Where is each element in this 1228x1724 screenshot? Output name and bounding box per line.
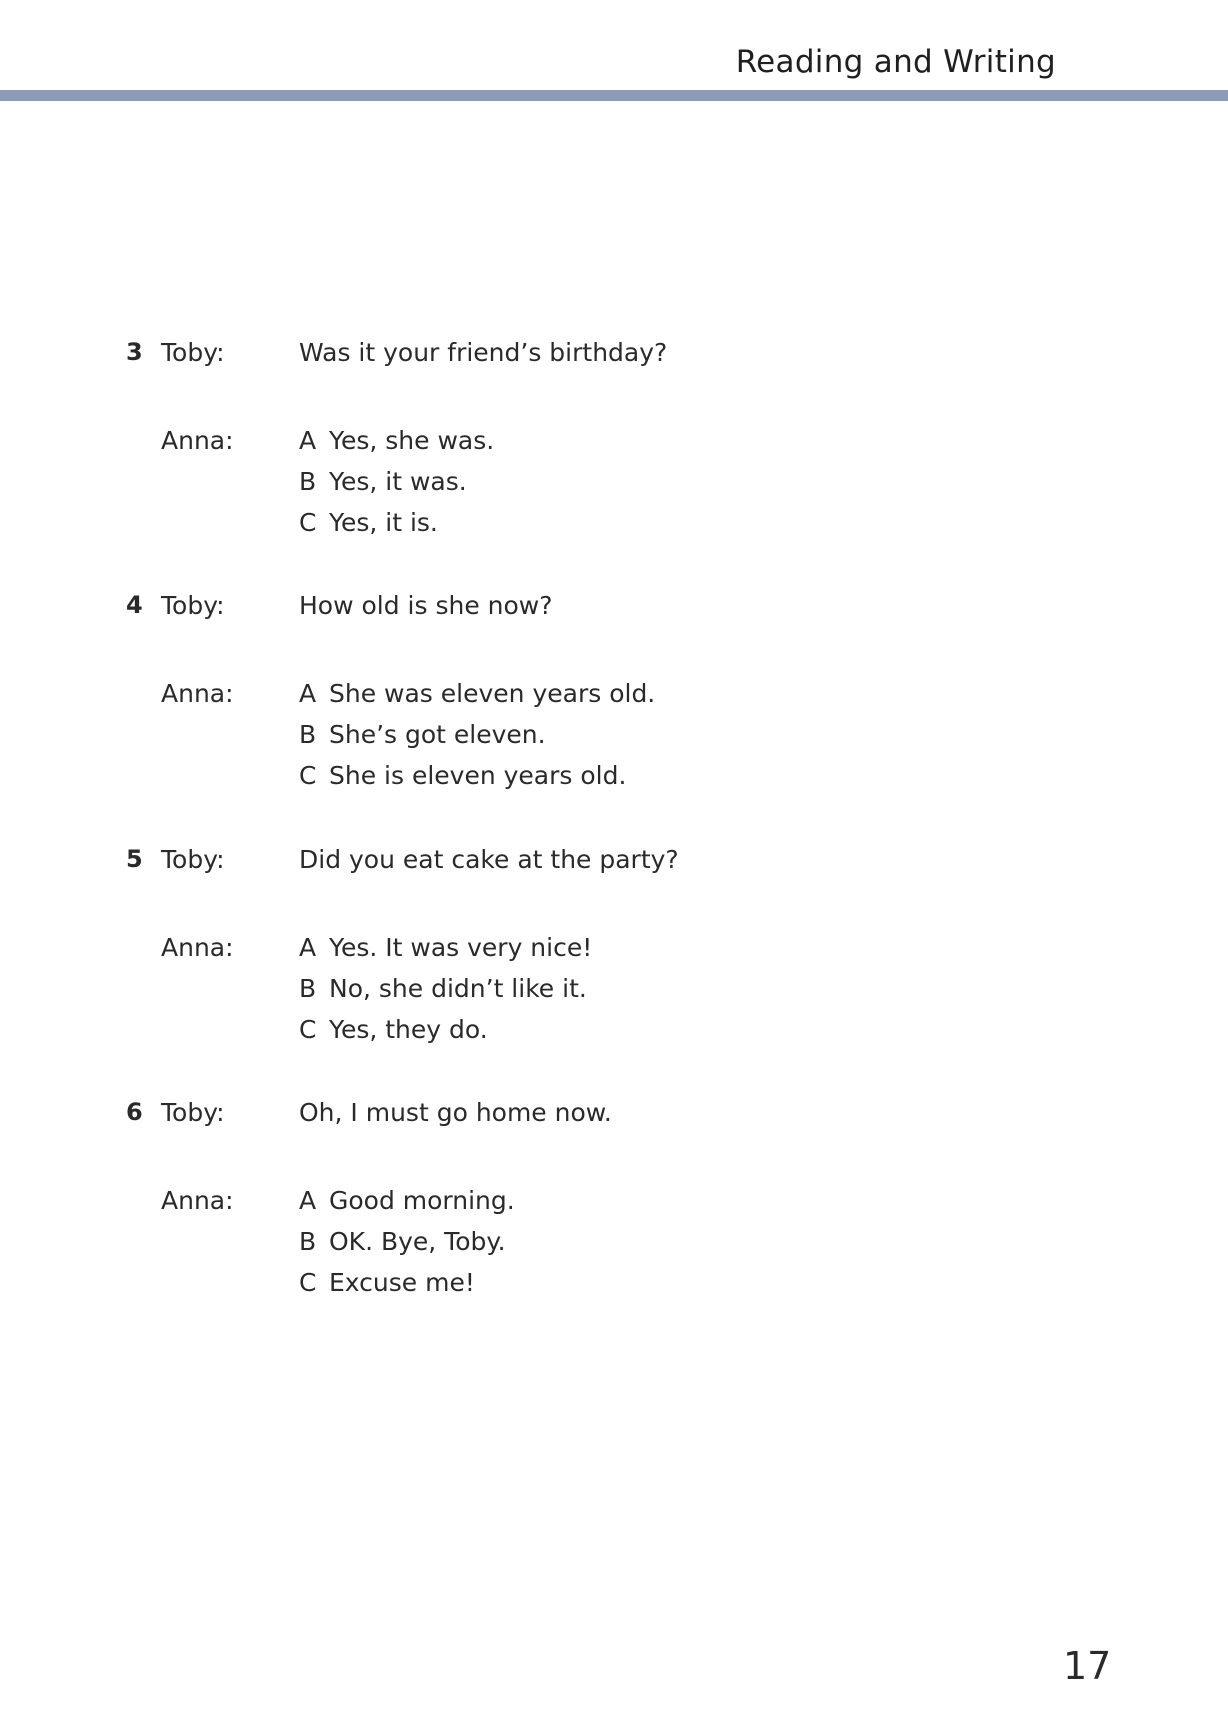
option-c [299,1015,488,1044]
option-letter: B [299,1227,317,1256]
option-a [299,679,655,708]
speaker-anna: Anna: [161,1186,234,1215]
option-letter: A [299,1186,317,1215]
option-letter: A [299,426,317,455]
option-letter: C [299,761,317,790]
page-number: 17 [1063,1644,1112,1688]
speaker-toby: Toby: [161,591,225,620]
option-c [299,1268,475,1297]
header-divider [0,90,1228,101]
option-letter: B [299,467,317,496]
option-letter: A [299,933,317,962]
question-prompt: Oh, I must go home now. [299,1098,612,1127]
section-title: Reading and Writing [735,44,1056,80]
option-text: Yes, it is. [329,508,438,537]
question-number: 4 [126,591,143,619]
option-text: OK. Bye, Toby. [329,1227,506,1256]
speaker-toby: Toby: [161,338,225,367]
option-text: Excuse me! [329,1268,475,1297]
option-text: No, she didn’t like it. [329,974,587,1003]
question-prompt: Was it your friend’s birthday? [299,338,668,367]
option-text: Yes, it was. [329,467,467,496]
question-number: 3 [126,338,143,366]
option-a [299,1186,515,1215]
speaker-anna: Anna: [161,933,234,962]
question-number: 6 [126,1098,143,1126]
question-prompt: Did you eat cake at the party? [299,845,679,874]
option-letter: C [299,508,317,537]
option-b [299,720,546,749]
option-text: She was eleven years old. [329,679,656,708]
option-text: She’s got eleven. [329,720,546,749]
speaker-toby: Toby: [161,845,225,874]
speaker-anna: Anna: [161,679,234,708]
option-letter: C [299,1015,317,1044]
option-text: Yes, they do. [329,1015,488,1044]
option-letter: C [299,1268,317,1297]
option-b [299,467,467,496]
option-c [299,508,438,537]
option-letter: B [299,974,317,1003]
option-text: Yes, she was. [329,426,495,455]
option-letter: B [299,720,317,749]
option-letter: A [299,679,317,708]
option-text: Yes. It was very nice! [329,933,593,962]
option-text: She is eleven years old. [329,761,627,790]
option-b [299,974,587,1003]
question-number: 5 [126,845,143,873]
option-a [299,933,592,962]
option-b [299,1227,506,1256]
option-text: Good morning. [329,1186,515,1215]
option-a [299,426,494,455]
speaker-toby: Toby: [161,1098,225,1127]
speaker-anna: Anna: [161,426,234,455]
option-c [299,761,626,790]
question-prompt: How old is she now? [299,591,553,620]
